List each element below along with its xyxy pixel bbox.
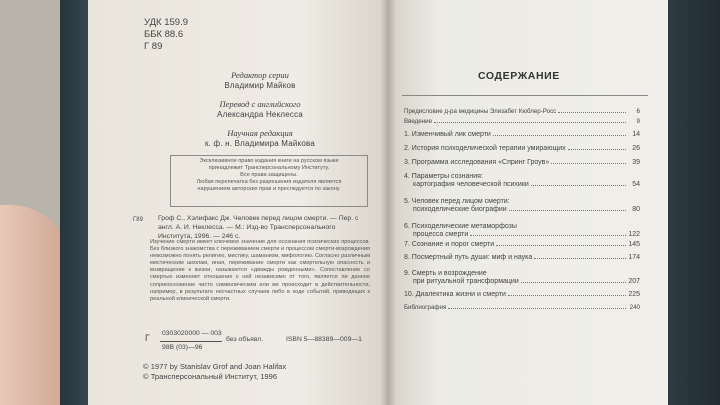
toc-entry-title: 1. Изменчивый лик смерти xyxy=(404,131,491,138)
toc-entry xyxy=(404,145,640,152)
toc-entry xyxy=(404,304,640,311)
toc-entry xyxy=(404,108,640,115)
toc-leader xyxy=(558,111,626,113)
toc-entry xyxy=(404,269,640,285)
classification-line1: 0303020000 — 003 xyxy=(162,330,222,337)
toc-title: СОДЕРЖАНИЕ xyxy=(478,70,560,82)
toc-entry-title: 4. Параметры сознания: xyxy=(404,173,483,180)
toc-entry xyxy=(404,241,640,248)
toc-entry-title: процесса смерти xyxy=(413,231,469,238)
book-gutter xyxy=(380,0,396,405)
toc-leader xyxy=(508,294,626,296)
credit-name: к. ф. н. Владимира Майкова xyxy=(204,138,316,148)
notice-line: принадлежит Трансперсональному Институту. xyxy=(208,165,330,171)
library-codes xyxy=(144,17,188,53)
biblio-entry: Гроф С., Хэлифакс Дж. Человек перед лицом смерти. — Пер. с англ. А. И. Неклесса. — М.: Изд-во Трансперсонального Института, 1996. — 246 с. xyxy=(158,215,359,240)
toc-entry-title: при ритуальной трансформации xyxy=(413,278,519,285)
classification-letter: Г xyxy=(145,333,150,343)
toc-entry-title: 2. История психоделической терапии умирающих xyxy=(404,145,566,152)
no-ad-note: без объявл. xyxy=(226,336,264,343)
toc-entry xyxy=(404,291,640,298)
toc-entry-title: 10. Диалектика жизни и смерти xyxy=(404,291,506,298)
toc-page-number: 225 xyxy=(628,291,640,298)
toc-entry xyxy=(404,118,640,125)
toc-page-number: 9 xyxy=(636,118,640,125)
toc-leader xyxy=(493,134,626,136)
toc-leader xyxy=(470,234,626,236)
udk-code: УДК 159.9 xyxy=(144,17,188,28)
copyright-lines xyxy=(143,362,286,382)
toc-entry xyxy=(404,172,640,188)
notice-line: Эксклюзивное право издания книги на русском языке xyxy=(199,158,339,164)
g-code: Г 89 xyxy=(144,41,163,52)
toc-leader xyxy=(509,209,626,211)
toc-page-number: 145 xyxy=(628,241,640,248)
credit-series-editor xyxy=(150,70,370,91)
toc-page-number: 39 xyxy=(632,159,640,166)
toc-entry-title: 9. Смерть и возрождение xyxy=(404,270,487,277)
toc-leader xyxy=(568,148,626,150)
notice-line: Все права защищены. xyxy=(240,172,298,178)
toc-page-number: 54 xyxy=(632,181,640,188)
toc-entry-title: 5. Человек перед лицом смерти: xyxy=(404,198,510,205)
credit-name: Александра Неклесса xyxy=(217,109,303,119)
toc-leader xyxy=(521,281,626,283)
toc-entry-title: 6. Психоделические метаморфозы xyxy=(404,223,517,230)
toc-leader xyxy=(531,184,626,186)
notice-line: Любая перепечатка без разрешения издателя является xyxy=(196,179,342,185)
credit-role: Перевод с английского xyxy=(219,99,301,109)
toc-entry-title: Библиография xyxy=(404,304,447,311)
toc-leader xyxy=(496,244,626,246)
toc-page-number: 240 xyxy=(629,304,640,311)
biblio-code: Г89 xyxy=(133,217,143,223)
toc-page-number: 80 xyxy=(632,206,640,213)
book-cover-right xyxy=(660,0,720,405)
isbn: ISBN 5—88389—009—1 xyxy=(286,336,362,343)
toc-page-number: 26 xyxy=(632,145,640,152)
copyright-notice-box xyxy=(170,155,368,207)
credit-name: Владимир Майков xyxy=(224,80,296,90)
toc-page-number: 14 xyxy=(632,131,640,138)
toc-page-number: 207 xyxy=(628,278,640,285)
toc-leader xyxy=(551,162,626,164)
copyright-line: © Трансперсональный Институт, 1996 xyxy=(143,372,278,381)
toc-leader xyxy=(534,257,626,259)
toc-page-number: 122 xyxy=(628,231,640,238)
toc-entry-title: картография человеческой психики xyxy=(413,181,529,188)
toc-entry-title: психоделические биографии xyxy=(413,206,507,213)
toc-entry-title: Предисловие д-ра медицины Элизабет Кюблер-Росс xyxy=(404,108,557,115)
classification-rule xyxy=(160,341,222,342)
toc-entry-title: 7. Сознание и порог смерти xyxy=(404,241,495,248)
credit-role: Редактор серии xyxy=(231,70,289,80)
credit-scientific-editor xyxy=(150,128,370,149)
toc-entry xyxy=(404,131,640,138)
toc-rule xyxy=(402,95,648,96)
toc-entry xyxy=(404,197,640,213)
toc-entry-title: Введение xyxy=(404,118,433,125)
toc-page-number: 6 xyxy=(636,108,640,115)
toc-entry-title: 8. Посмертный путь души: миф и наука xyxy=(404,254,533,261)
toc-entry xyxy=(404,254,640,261)
notice-line: нарушением авторских прав и преследуется по закону. xyxy=(197,186,341,192)
toc-entry xyxy=(404,222,640,238)
bbk-code: ББК 88.6 xyxy=(144,29,184,40)
annotation-text: Изучение смерти имеет ключевое значение для осознания психических процессов. Без близкого знакомства с переживанием смерти и процессом смерти-возрождения невозможно понять религию, мистику, шаманизм, мифологию. Согласно различным мистическим школам, иная, переживание смерти как смертельную опасность и возвращение к жизни, называются «дважды рожденными». Сопоставление со смертью изменяет отношение к ней независимо от того, является ли данное соприкосновение чисто символическим или же происходит в действительности, например, в результате несчастных случаев либо в ходе событий, приводящих к реальной клинической смерти. xyxy=(150,239,370,302)
toc-leader xyxy=(448,307,626,309)
credit-translator xyxy=(150,99,370,120)
credit-role: Научная редакция xyxy=(227,128,293,138)
toc-entry-title: 3. Программа исследования «Спринг Гроув» xyxy=(404,159,550,166)
classification-line2: 98В (03)—96 xyxy=(162,344,203,351)
toc-leader xyxy=(434,121,626,123)
copyright-line: © 1977 by Stanislav Grof and Joan Halifax xyxy=(143,362,287,371)
toc-page-number: 174 xyxy=(628,254,640,261)
toc-entry xyxy=(404,159,640,166)
